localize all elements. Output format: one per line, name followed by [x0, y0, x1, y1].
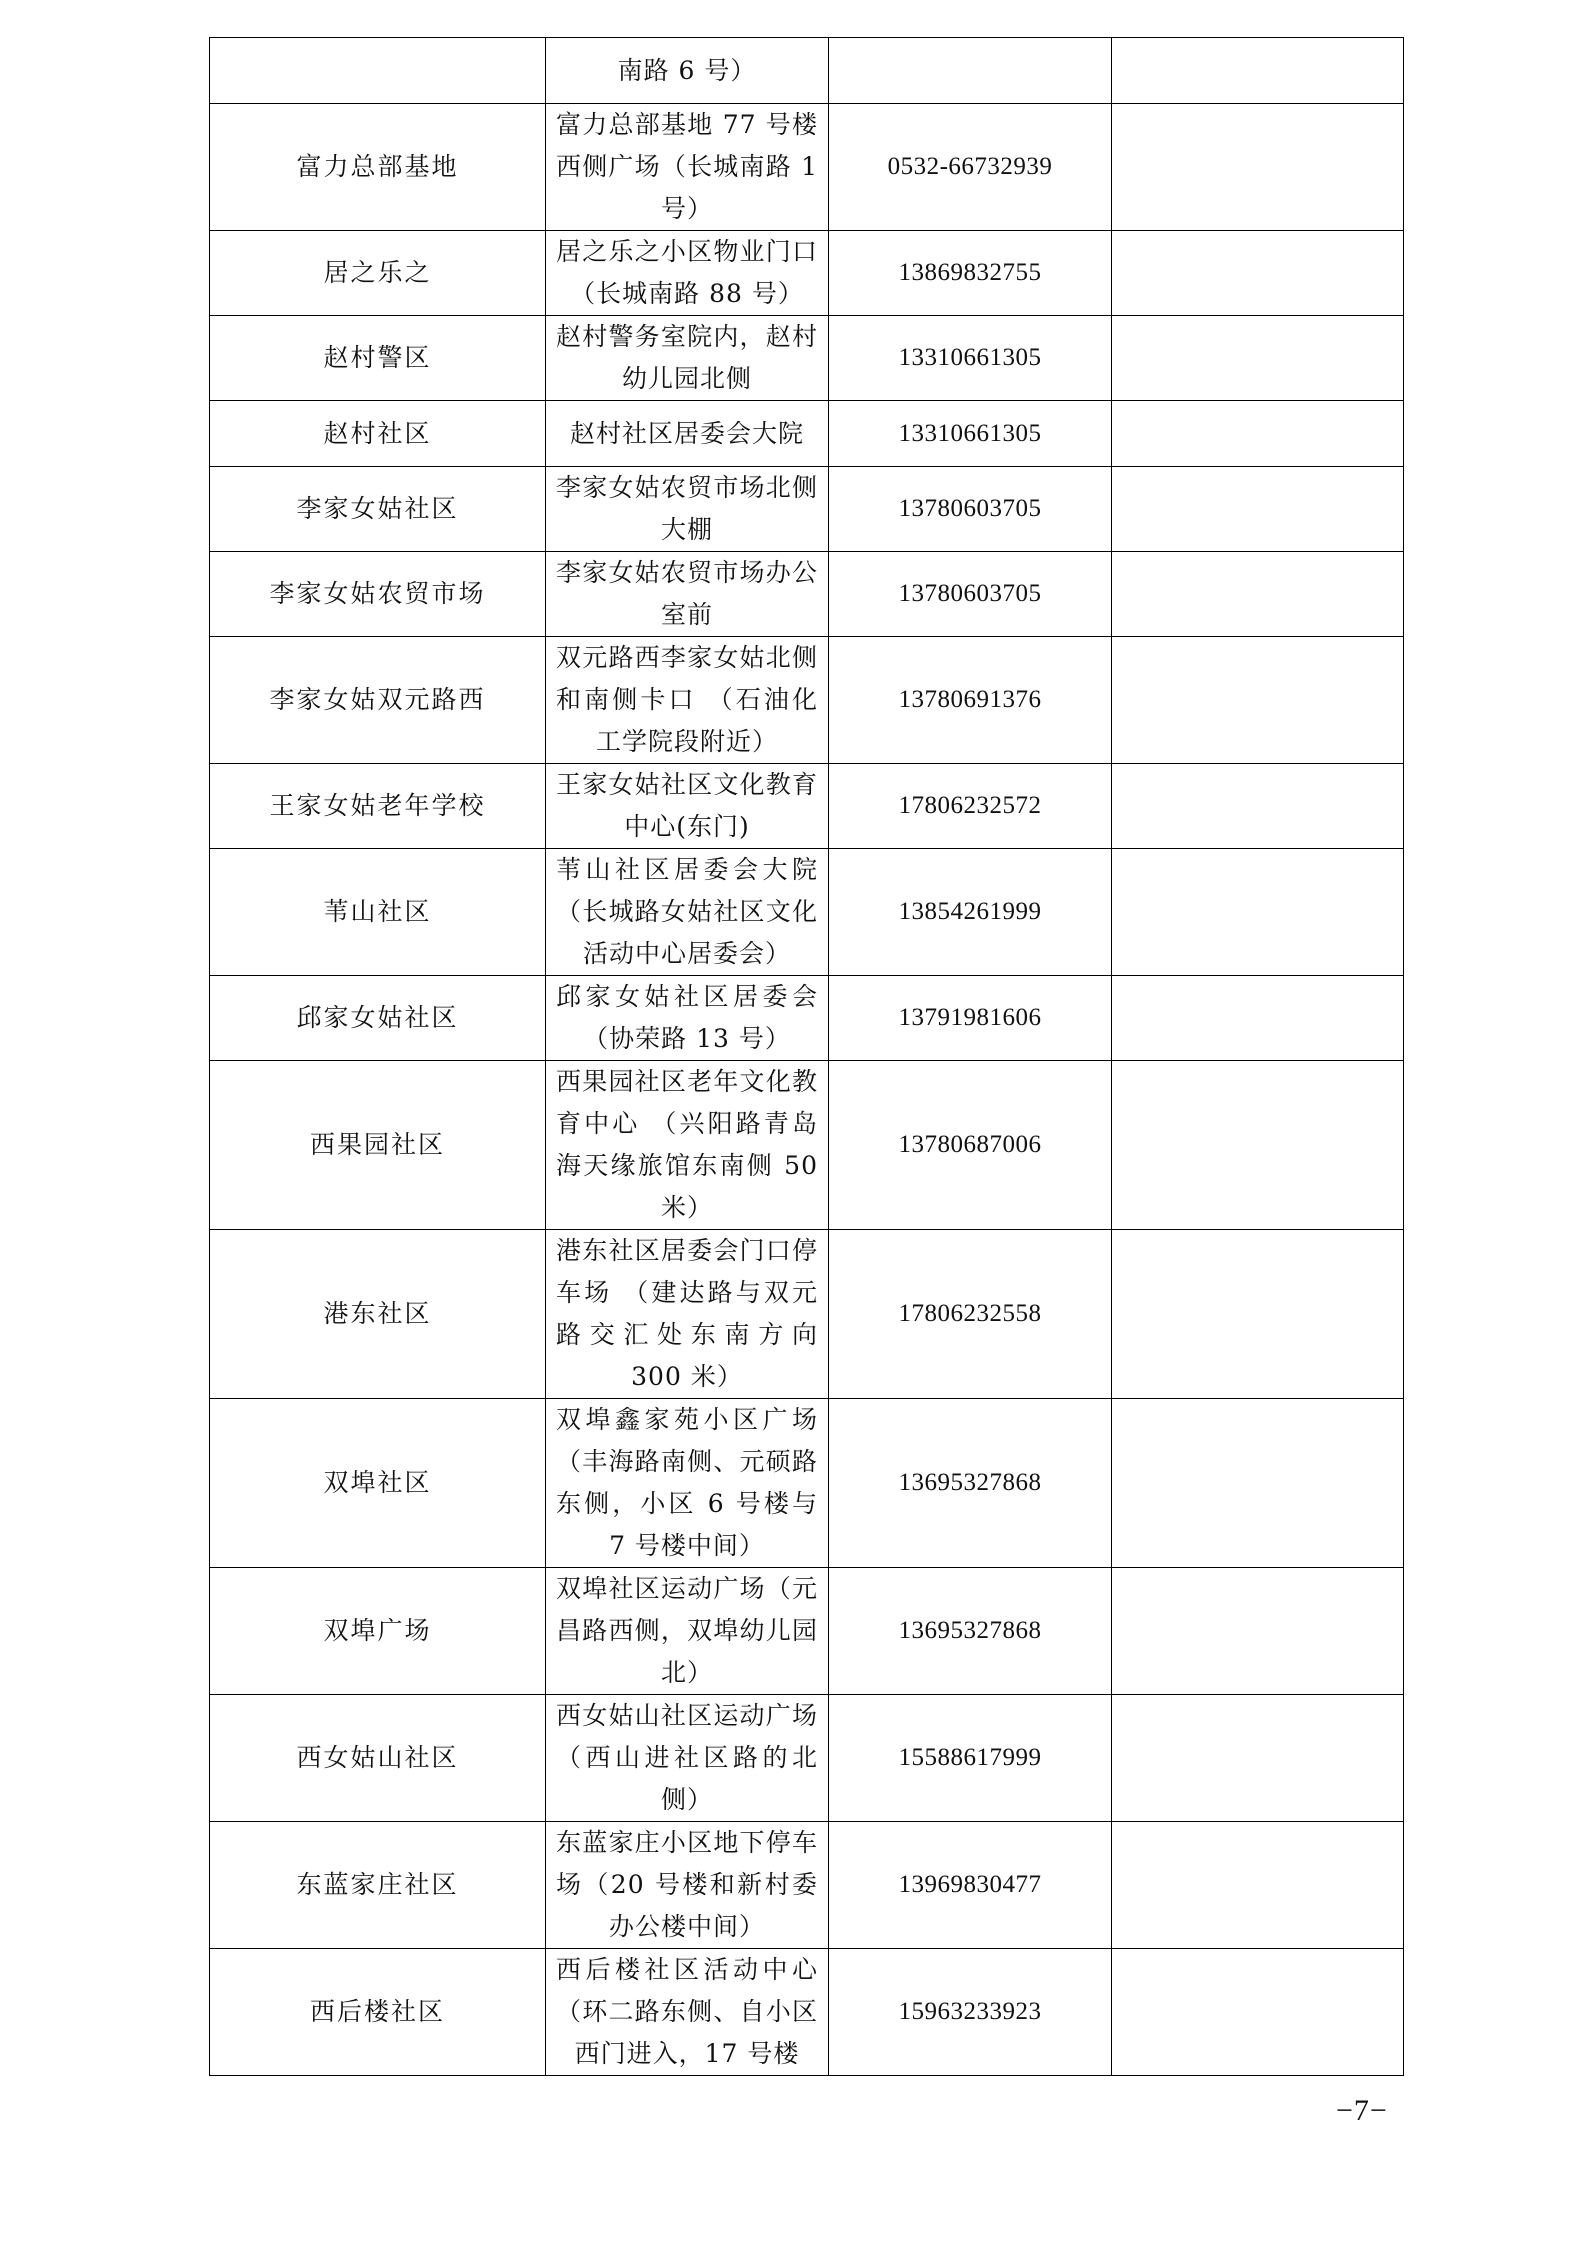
table-row [210, 1822, 1404, 1949]
remarks-cell [1112, 976, 1404, 1061]
contact-phone-cell: 13780691376 [829, 637, 1112, 764]
table-row [210, 552, 1404, 637]
table-row [210, 401, 1404, 467]
table-row [210, 1399, 1404, 1568]
contact-phone-cell: 13780603705 [829, 552, 1112, 637]
table-row [210, 1949, 1404, 2076]
contact-phone-cell [829, 38, 1112, 104]
contact-phone-cell: 13310661305 [829, 401, 1112, 467]
contact-phone-cell: 13695327868 [829, 1399, 1112, 1568]
remarks-cell [1112, 849, 1404, 976]
contact-phone-cell: 15588617999 [829, 1695, 1112, 1822]
site-name-cell: 李家女姑社区 [210, 467, 546, 552]
table-row [210, 467, 1404, 552]
site-name-cell: 西后楼社区 [210, 1949, 546, 2076]
remarks-cell [1112, 552, 1404, 637]
remarks-cell [1112, 1061, 1404, 1230]
remarks-cell [1112, 316, 1404, 401]
site-address-cell: 西后楼社区活动中心（环二路东侧、自小区西门进入，17 号楼 [546, 1949, 829, 2076]
site-name-cell: 西果园社区 [210, 1061, 546, 1230]
site-address-cell: 西果园社区老年文化教育中心 （兴阳路青岛海天缘旅馆东南侧 50 米） [546, 1061, 829, 1230]
site-address-cell: 南路 6 号） [546, 38, 829, 104]
contact-phone-cell: 17806232558 [829, 1230, 1112, 1399]
table-body [210, 38, 1404, 2076]
site-name-cell: 王家女姑老年学校 [210, 764, 546, 849]
site-name-cell: 赵村警区 [210, 316, 546, 401]
table-row [210, 1695, 1404, 1822]
table-row [210, 764, 1404, 849]
site-address-cell: 港东社区居委会门口停车场 （建达路与双元路交汇处东南方向 300 米） [546, 1230, 829, 1399]
contact-phone-cell: 13869832755 [829, 231, 1112, 316]
table-row [210, 316, 1404, 401]
site-name-cell: 西女姑山社区 [210, 1695, 546, 1822]
remarks-cell [1112, 1230, 1404, 1399]
site-name-cell: 赵村社区 [210, 401, 546, 467]
remarks-cell [1112, 401, 1404, 467]
site-address-cell: 邱家女姑社区居委会（协荣路 13 号） [546, 976, 829, 1061]
remarks-cell [1112, 467, 1404, 552]
site-name-cell: 富力总部基地 [210, 104, 546, 231]
table-row [210, 104, 1404, 231]
site-address-cell: 苇山社区居委会大院（长城路女姑社区文化活动中心居委会） [546, 849, 829, 976]
remarks-cell [1112, 1695, 1404, 1822]
site-address-cell: 双元路西李家女姑北侧和南侧卡口 （石油化工学院段附近） [546, 637, 829, 764]
table-row [210, 1230, 1404, 1399]
site-address-cell: 赵村社区居委会大院 [546, 401, 829, 467]
site-address-cell: 李家女姑农贸市场办公室前 [546, 552, 829, 637]
site-address-cell: 富力总部基地 77 号楼西侧广场（长城南路 1 号） [546, 104, 829, 231]
site-address-cell: 西女姑山社区运动广场（西山进社区路的北侧） [546, 1695, 829, 1822]
remarks-cell [1112, 38, 1404, 104]
contact-phone-cell: 0532-66732939 [829, 104, 1112, 231]
contact-phone-cell: 13969830477 [829, 1822, 1112, 1949]
contact-phone-cell: 13854261999 [829, 849, 1112, 976]
site-name-cell: 双埠广场 [210, 1568, 546, 1695]
table-row [210, 637, 1404, 764]
contact-phone-cell: 13780687006 [829, 1061, 1112, 1230]
site-name-cell: 李家女姑双元路西 [210, 637, 546, 764]
page-number: −7− [1336, 2094, 1388, 2127]
table-row [210, 849, 1404, 976]
site-address-cell: 双埠鑫家苑小区广场（丰海路南侧、元硕路东侧，小区 6 号楼与 7 号楼中间） [546, 1399, 829, 1568]
remarks-cell [1112, 1568, 1404, 1695]
site-name-cell: 港东社区 [210, 1230, 546, 1399]
site-name-cell: 双埠社区 [210, 1399, 546, 1568]
contact-phone-cell: 13780603705 [829, 467, 1112, 552]
contact-phone-cell: 13310661305 [829, 316, 1112, 401]
site-address-cell: 双埠社区运动广场（元昌路西侧，双埠幼儿园北） [546, 1568, 829, 1695]
site-name-cell: 李家女姑农贸市场 [210, 552, 546, 637]
site-name-cell: 居之乐之 [210, 231, 546, 316]
contact-phone-cell: 15963233923 [829, 1949, 1112, 2076]
site-address-cell: 王家女姑社区文化教育中心(东门) [546, 764, 829, 849]
table-row [210, 38, 1404, 104]
contact-phone-cell: 13791981606 [829, 976, 1112, 1061]
site-name-cell: 邱家女姑社区 [210, 976, 546, 1061]
table-row [210, 976, 1404, 1061]
remarks-cell [1112, 1399, 1404, 1568]
remarks-cell [1112, 1949, 1404, 2076]
site-address-cell: 东蓝家庄小区地下停车场（20 号楼和新村委办公楼中间） [546, 1822, 829, 1949]
site-name-cell: 东蓝家庄社区 [210, 1822, 546, 1949]
remarks-cell [1112, 231, 1404, 316]
testing-sites-table [209, 37, 1404, 2076]
site-address-cell: 居之乐之小区物业门口（长城南路 88 号） [546, 231, 829, 316]
table-row [210, 1061, 1404, 1230]
site-name-cell: 苇山社区 [210, 849, 546, 976]
site-name-cell [210, 38, 546, 104]
remarks-cell [1112, 1822, 1404, 1949]
table-row [210, 231, 1404, 316]
contact-phone-cell: 13695327868 [829, 1568, 1112, 1695]
site-address-cell: 赵村警务室院内，赵村幼儿园北侧 [546, 316, 829, 401]
remarks-cell [1112, 104, 1404, 231]
remarks-cell [1112, 637, 1404, 764]
contact-phone-cell: 17806232572 [829, 764, 1112, 849]
table-row [210, 1568, 1404, 1695]
remarks-cell [1112, 764, 1404, 849]
site-address-cell: 李家女姑农贸市场北侧大棚 [546, 467, 829, 552]
